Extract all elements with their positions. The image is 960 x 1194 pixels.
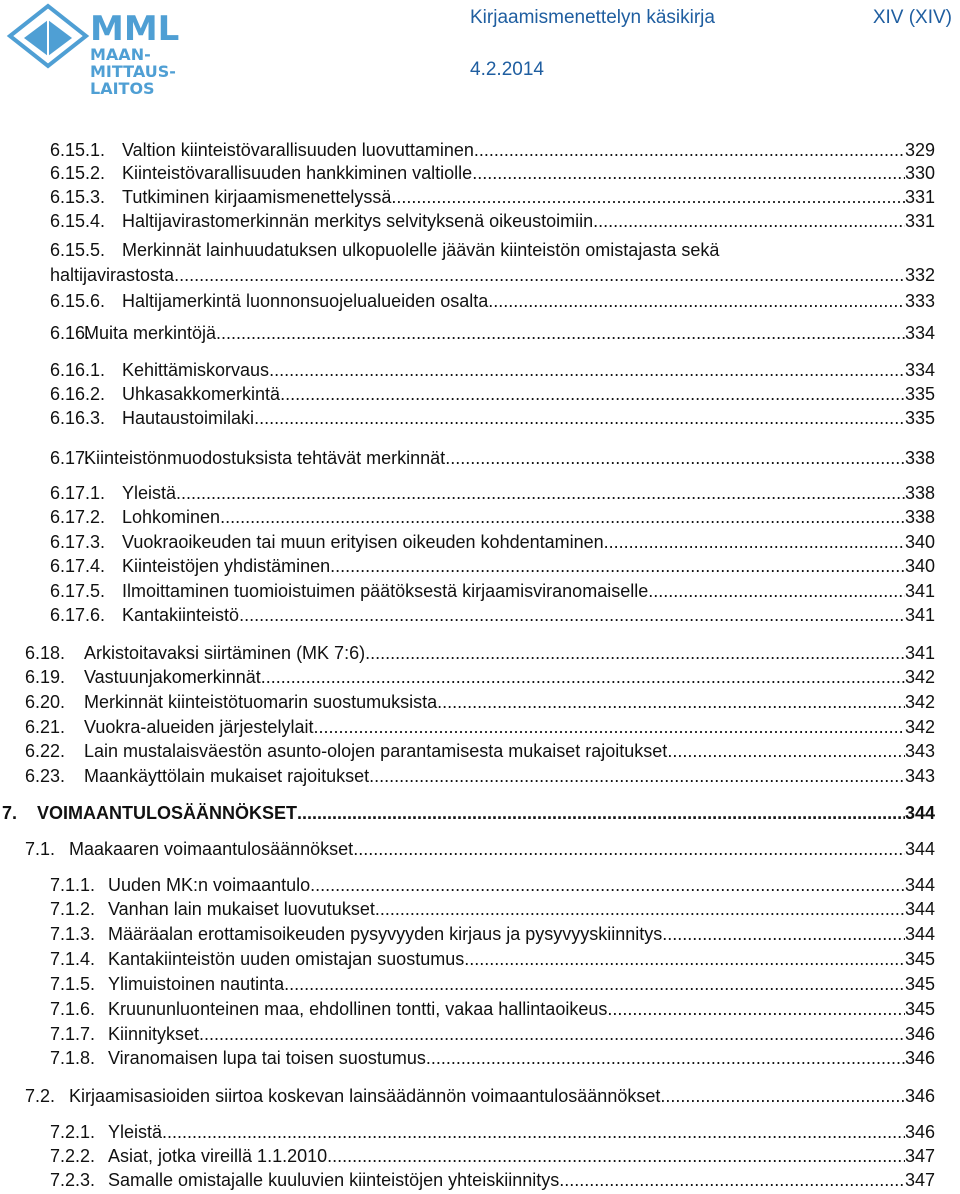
dot-leader <box>559 1167 905 1193</box>
toc-entry[interactable] <box>0 320 960 346</box>
toc-entry[interactable] <box>0 237 960 263</box>
toc-number: 6.19. <box>25 667 66 687</box>
toc-page-number: 329 <box>904 140 935 160</box>
dot-leader <box>353 836 905 862</box>
toc-page-number: 346 <box>904 1122 935 1142</box>
dot-leader <box>662 921 905 947</box>
toc-title: Tutkiminen kirjaamismenettelyssä <box>122 187 392 207</box>
dot-leader <box>667 738 905 764</box>
dot-leader <box>174 262 905 288</box>
toc-title: Kiinnitykset <box>108 1024 200 1044</box>
toc-number: 6.17.6. <box>50 605 106 625</box>
toc-number: 6.23. <box>25 766 66 786</box>
toc-entry[interactable] <box>0 738 960 764</box>
toc-title: Kehittämiskorvaus <box>122 360 270 380</box>
toc-page-number: 342 <box>904 667 935 687</box>
toc-number: 6.17.4. <box>50 556 106 576</box>
dot-leader <box>375 896 905 922</box>
logo-line-1: MAAN- <box>90 45 151 64</box>
dot-leader <box>239 602 905 628</box>
toc-page-number: 340 <box>904 532 935 552</box>
toc-page-number: 346 <box>904 1024 935 1044</box>
toc-page-number: 343 <box>904 741 935 761</box>
toc-title: Viranomaisen lupa tai toisen suostumus <box>108 1048 426 1068</box>
toc-title: Vuokraoikeuden tai muun erityisen oikeuden kohdentaminen <box>122 532 604 552</box>
page-indicator: XIV (XIV) <box>872 7 952 28</box>
toc-page-number: 344 <box>904 899 935 919</box>
dot-leader <box>254 405 905 431</box>
toc-number: 6.15.2. <box>50 163 106 183</box>
toc-entry[interactable] <box>0 445 960 471</box>
toc-title: Asiat, jotka vireillä 1.1.2010 <box>108 1146 328 1166</box>
toc-page-number: 331 <box>904 211 935 231</box>
dot-leader <box>648 578 905 604</box>
toc-entry[interactable] <box>0 996 960 1022</box>
document-date: 4.2.2014 <box>470 59 544 80</box>
logo-mml: MML <box>90 9 180 49</box>
toc-title: Lohkominen <box>122 507 221 527</box>
toc-entry[interactable] <box>0 381 960 407</box>
dot-leader <box>365 640 905 666</box>
toc-number: 6.15.1. <box>50 140 106 160</box>
toc-page-number: 345 <box>904 949 935 969</box>
toc-number: 7.1.2. <box>50 899 96 919</box>
toc-entry[interactable] <box>0 602 960 628</box>
toc-page-number: 331 <box>904 187 935 207</box>
toc-number: 7.1.6. <box>50 999 96 1019</box>
toc-number: 6.16.3. <box>50 408 106 428</box>
toc-entry[interactable] <box>0 1167 960 1193</box>
toc-page-number: 343 <box>904 766 935 786</box>
toc-title: Haltijamerkintä luonnonsuojelualueiden osalta <box>122 291 489 311</box>
dot-leader <box>660 1083 905 1109</box>
toc-title: Merkinnät kiinteistötuomarin suostumuksista <box>84 692 438 712</box>
toc-title: Ylimuistoinen nautinta <box>108 974 285 994</box>
dot-leader <box>488 288 905 314</box>
dot-leader <box>310 872 905 898</box>
document-title: Kirjaamismenettelyn käsikirja <box>470 7 715 28</box>
dot-leader <box>391 184 905 210</box>
dot-leader <box>327 1143 905 1169</box>
toc-number: 6.17.2. <box>50 507 106 527</box>
dot-leader <box>199 1021 905 1047</box>
toc-page-number: 332 <box>904 265 935 285</box>
toc-number: 6.18. <box>25 643 66 663</box>
toc-page-number: 330 <box>904 163 935 183</box>
dot-leader <box>593 208 905 234</box>
dot-leader <box>607 996 905 1022</box>
toc-page-number: 338 <box>904 483 935 503</box>
toc-entry-continuation[interactable] <box>0 262 960 288</box>
toc-page-number: 334 <box>904 360 935 380</box>
toc-number: 6.15.4. <box>50 211 106 231</box>
toc-number: 6.20. <box>25 692 66 712</box>
toc-page-number: 333 <box>904 291 935 311</box>
toc-number: 6.15.3. <box>50 187 106 207</box>
dot-leader <box>445 445 905 471</box>
toc-number: 6.16. <box>50 323 91 343</box>
toc-page-number: 335 <box>904 384 935 404</box>
toc-entry[interactable] <box>0 1119 960 1145</box>
dot-leader <box>426 1045 905 1071</box>
dot-leader <box>369 763 905 789</box>
toc-entry[interactable] <box>0 896 960 922</box>
toc-entry[interactable] <box>0 836 960 862</box>
toc-title: Kirjaamisasioiden siirtoa koskevan lainsäädännön voimaantulosäännökset <box>69 1086 661 1106</box>
dot-leader <box>472 160 905 186</box>
toc-title: VOIMAANTULOSÄÄNNÖKSET <box>37 803 297 823</box>
toc-number: 7.2. <box>25 1086 56 1106</box>
toc-number: 6.15.5. <box>50 240 106 260</box>
toc-entry[interactable] <box>0 480 960 506</box>
toc-number: 6.17. <box>50 448 91 468</box>
toc-page-number: 338 <box>904 448 935 468</box>
toc-entry[interactable] <box>0 1045 960 1071</box>
dot-leader <box>216 320 905 346</box>
toc-title: Kruununluonteinen maa, ehdollinen tontti, vakaa hallintaoikeus <box>108 999 608 1019</box>
toc-entry[interactable] <box>0 800 960 826</box>
toc-page-number: 344 <box>904 924 935 944</box>
toc-title: Valtion kiinteistövarallisuuden luovuttaminen <box>122 140 474 160</box>
toc-entry[interactable] <box>0 664 960 690</box>
toc-number: 7.1.1. <box>50 875 96 895</box>
toc-entry[interactable] <box>0 714 960 740</box>
toc-entry[interactable] <box>0 405 960 431</box>
toc-number: 7.1. <box>25 839 56 859</box>
toc-title: Kantakiinteistö <box>122 605 240 625</box>
toc-number: 7.2.2. <box>50 1146 96 1166</box>
toc-title: Kiinteistöjen yhdistäminen <box>122 556 331 576</box>
toc-entry[interactable] <box>0 160 960 186</box>
toc-page-number: 335 <box>904 408 935 428</box>
toc-page-number: 345 <box>904 974 935 994</box>
toc-page-number: 347 <box>904 1170 935 1190</box>
toc-entry[interactable] <box>0 529 960 555</box>
toc-title: Samalle omistajalle kuuluvien kiinteistöjen yhteiskiinnitys <box>108 1170 560 1190</box>
toc-number: 6.17.3. <box>50 532 106 552</box>
toc-title: Maankäyttölain mukaiset rajoitukset <box>84 766 370 786</box>
toc-entry[interactable] <box>0 184 960 210</box>
toc-title: Vanhan lain mukaiset luovutukset <box>108 899 375 919</box>
mml-logo <box>4 2 184 98</box>
toc-page-number: 341 <box>904 581 935 601</box>
dot-leader <box>162 1119 905 1145</box>
toc-number: 6.22. <box>25 741 66 761</box>
toc-entry[interactable] <box>0 640 960 666</box>
toc-entry[interactable] <box>0 946 960 972</box>
toc-title-continuation: haltijavirastosta <box>50 265 175 285</box>
toc-number: 7.2.3. <box>50 1170 96 1190</box>
toc-number: 7.1.8. <box>50 1048 96 1068</box>
toc-title: Arkistoitavaksi siirtäminen (MK 7:6) <box>84 643 366 663</box>
toc-page-number: 344 <box>904 839 935 859</box>
toc-entry[interactable] <box>0 1083 960 1109</box>
toc-page-number: 345 <box>904 999 935 1019</box>
toc-title: Yleistä <box>122 483 177 503</box>
dot-leader <box>330 553 905 579</box>
toc-number: 6.17.5. <box>50 581 106 601</box>
toc-title: Merkinnät lainhuudatuksen ulkopuolelle jäävän kiinteistön omistajasta sekä <box>122 240 720 260</box>
toc-title: Hautaustoimilaki <box>122 408 255 428</box>
toc-entry[interactable] <box>0 1143 960 1169</box>
dot-leader <box>269 357 905 383</box>
toc-number: 6.16.2. <box>50 384 106 404</box>
toc-entry[interactable] <box>0 872 960 898</box>
toc-entry[interactable] <box>0 763 960 789</box>
toc-number: 7.1.5. <box>50 974 96 994</box>
toc-number: 6.21. <box>25 717 66 737</box>
toc-page-number: 342 <box>904 717 935 737</box>
toc-number: 6.15.6. <box>50 291 106 311</box>
toc-page-number: 342 <box>904 692 935 712</box>
dot-leader <box>261 664 905 690</box>
toc-number: 6.17.1. <box>50 483 106 503</box>
toc-entry[interactable] <box>0 1021 960 1047</box>
toc-page-number: 347 <box>904 1146 935 1166</box>
toc-page-number: 344 <box>904 875 935 895</box>
book-emblem-icon <box>10 6 86 66</box>
toc-page-number: 340 <box>904 556 935 576</box>
toc-title: Uuden MK:n voimaantulo <box>108 875 311 895</box>
toc-title: Määräalan erottamisoikeuden pysyvyyden kirjaus ja pysyvyyskiinnitys <box>108 924 663 944</box>
toc-entry[interactable] <box>0 208 960 234</box>
toc-title: Uhkasakkomerkintä <box>122 384 281 404</box>
toc-page-number: 338 <box>904 507 935 527</box>
toc-entry[interactable] <box>0 504 960 530</box>
toc-page-number: 341 <box>904 643 935 663</box>
toc-title: Vastuunjakomerkinnät <box>84 667 261 687</box>
dot-leader <box>604 529 905 555</box>
toc-entry[interactable] <box>0 578 960 604</box>
toc-title: Ilmoittaminen tuomioistuimen päätöksestä kirjaamisviranomaiselle <box>122 581 649 601</box>
toc-number: 7.1.3. <box>50 924 96 944</box>
toc-title: Lain mustalaisväestön asunto-olojen parantamisesta mukaiset rajoitukset <box>84 741 668 761</box>
toc-entry[interactable] <box>0 971 960 997</box>
toc-title: Muita merkintöjä <box>84 323 217 343</box>
logo-line-3: LAITOS <box>90 79 155 98</box>
toc-title: Kiinteistövarallisuuden hankkiminen valtiolle <box>122 163 473 183</box>
dot-leader <box>280 381 905 407</box>
toc-number: 7.1.7. <box>50 1024 96 1044</box>
dot-leader <box>297 800 905 826</box>
toc-number: 7.2.1. <box>50 1122 96 1142</box>
dot-leader <box>176 480 905 506</box>
toc-page-number: 346 <box>904 1048 935 1068</box>
toc-entry[interactable] <box>0 689 960 715</box>
toc-title: Vuokra-alueiden järjestelylait <box>84 717 314 737</box>
toc-title: Yleistä <box>108 1122 163 1142</box>
toc-title: Kantakiinteistön uuden omistajan suostumus <box>108 949 465 969</box>
dot-leader <box>437 689 905 715</box>
logo-line-2: MITTAUS- <box>90 62 176 81</box>
toc-page-number: 334 <box>904 323 935 343</box>
toc-page-number: 344 <box>904 803 935 823</box>
toc-title: Maakaaren voimaantulosäännökset <box>69 839 354 859</box>
dot-leader <box>284 971 905 997</box>
dot-leader <box>313 714 904 740</box>
toc-title: Kiinteistönmuodostuksista tehtävät merkinnät <box>84 448 446 468</box>
toc-page-number: 341 <box>904 605 935 625</box>
toc-entry[interactable] <box>0 288 960 314</box>
toc-title: Haltijavirastomerkinnän merkitys selvityksenä oikeustoimiin <box>122 211 594 231</box>
toc-number: 7.1.4. <box>50 949 96 969</box>
toc-number: 6.16.1. <box>50 360 106 380</box>
toc-entry[interactable] <box>0 553 960 579</box>
toc-number: 7. <box>2 803 18 823</box>
toc-entry[interactable] <box>0 921 960 947</box>
toc-page-number: 346 <box>904 1086 935 1106</box>
dot-leader <box>464 946 905 972</box>
toc-entry[interactable] <box>0 357 960 383</box>
dot-leader <box>220 504 905 530</box>
